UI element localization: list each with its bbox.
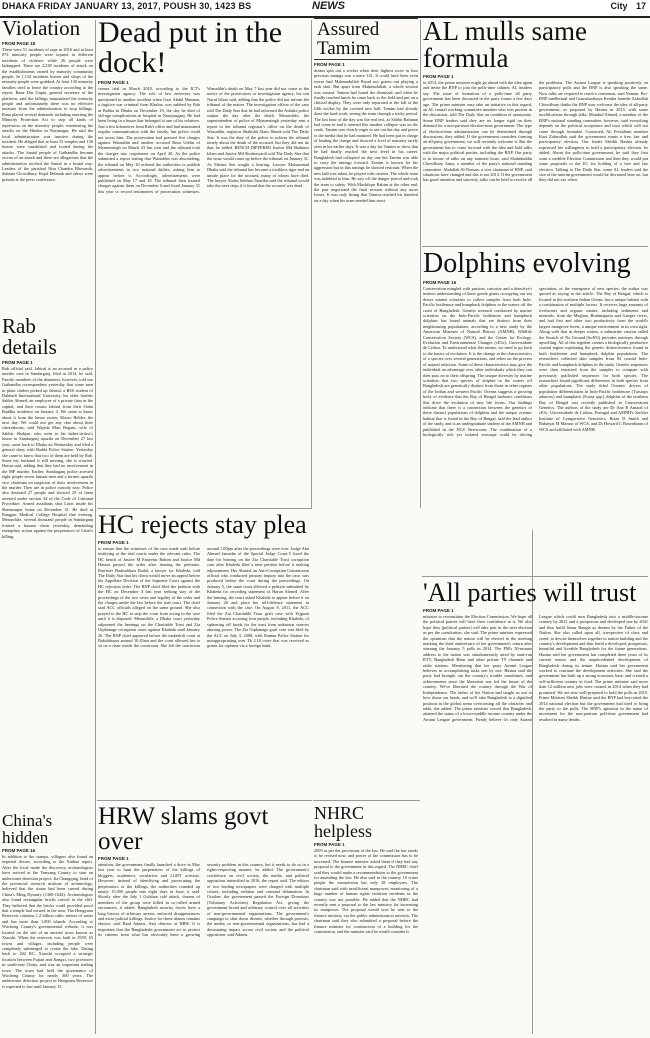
page-header <box>0 0 650 18</box>
section-name: City <box>610 1 628 11</box>
body-hc-rejects: to ensure that the witnesses of the case made oath before testifying at the trial courts under the relevant rules. The HC bench of Justice M Enayetur Rahim and Justice Md Hasnat passed the order after hearing the petitions. Barrister Badruddoza Badal, a lawyer for Khaleda, told The Daily Star that his client would move an appeal before the Appellate Division of the Supreme Court against the HC rejection order. The BNP chief filed the petition with the HC on December 4 last year seeking stay of the proceedings of the two cases and legality of the order and the charges under the law before the trial court. The chief said ACC officials alleged on the same ground. She also prayed to the HC to stop the court from acting in the case until it is disposed. Meanwhile, a Dhaka court yesterday adjourned the hearings on the Charitable Trust and Zia Orphanage corruption cases against Khaleda until January 26. The BNP chief appeared before the makeshift court at Bakshibazar around 10.45am and the court allowed her to sit on a chair inside the courtroom. She left the courtroom around 1.00pm after the proceedings were over. Judge Abu Ahmed Jamadar of the Special Judge Court-5 fixed the date for hearing on the Zia Charitable Trust corruption case after Khaleda filed a time petition before it seeking adjournment. Her Ahmed, an Anti-Corruption Commission official who conducted primary inquiry into the case, was produced before the court during the proceedings. On January 5, the same court allowed a petition submitted by Khaleda for recording statement of Harun Ahmed. After the hearing, the court asked Khaleda to appear before it on January 26 and place her self-defence statement in connection with the case. On August 8, 2011, the ACC filed the Zia Charitable Trust graft case with Tejgaon Police Station accusing four people, including Khaleda, of siphoning off funds for the trust from unknown sources abusing power. The Zia Orphanage graft case was filed by the ACC on July 3, 2008, with Ramna Police Station for misappropriating over Tk 2.10 crore that was received as grants for orphans via a foreign bank. <box>98 546 309 649</box>
byline-violation: FROM PAGE 18 <box>2 41 36 46</box>
section-rule <box>422 576 648 577</box>
body-rab-details: Rab official said. Jahirul is an accused in a police murder case in Sundarganj, filed in 2014, he said. Family members of the detainees, however, told our Gaibandha correspondent yesterday that some men in plain clothes picked up Jahirul, a BSS student of Dubhadi International University, his elder brother Sabbir Ahmed, an employee of a private firm in the capital, and their cousin Jahirul from their Oulai Baddha residence on January 4. We came to know about it from the house owner, Khoso Helder, the next day. We could not get any clue about their whereabouts, said Wajeda Mari Begum, wife of Sabbir. Shahjan, who went to his father-in-law's house in Sundarganj upazila on December 27 last year, came back to Dhaka on Wednesday and filed a general diary with Badda Police Station. Yesterday she came to know that two of them are held by Rab. Since my husband is still missing, she is worried. Harun said, adding that they had no involvement in the MP murder. Earlier, Sundarganj police arrested eight people seven Jamaat men and a former upazila vice chairman on suspicion of their involvement in the murder. They are in police custody now. Police also detained 27 people and showed 25 of them arrested under section 54 of the Code of Criminal Procedure. Armed assailants shot Liton inside his Shamsurpur home on December 31. He died at Rangpur Medical College Hospital that evening. Meanwhile, several thousand people in Sundarganj formed a human chain yesterday, demanding exemplary action against the perpetrators of Liton's killing. <box>2 366 93 539</box>
article-al-mulls <box>423 18 648 244</box>
article-dolphins <box>423 250 648 574</box>
byline-assured-tamim: FROM PAGE 1 <box>314 62 345 67</box>
paper-dateline: DHAKA FRIDAY JANUARY 13, 2017, POUSH 30, 1423 BS <box>2 1 252 11</box>
byline-dead-put-in-dock: FROM PAGE 1 <box>98 80 129 85</box>
article-dead-put-in-dock <box>98 18 309 506</box>
section-rule <box>97 800 312 801</box>
byline-nhrc: FROM PAGE 1 <box>314 842 345 847</box>
article-hc-rejects <box>98 512 309 798</box>
section-rule <box>313 800 420 801</box>
body-dead-put-in-dock: crimes trial in March 2010, according to the ICT's investigation agency. The role of law enforcers was questioned in another incident when Gazi Abdul Mannan, a fugitive war criminal from Khulna, was nabbed by Rab at Balika in Dhaka on December 19, the day he died of old-age complications in hospital in Narayanganj. He had been living in a house that belonged to one of his relatives. Just a few kilometres from Rab's office and had maintained regular communication with the family, but police could not arrest him. The prosecution had pressed five charges against Wazuddin and another accused Reza Uddin of Mymensingh on March 23 last year and the tribunal took the charges into cognisance on April 20. As the police submitted a report stating that Wazuddin was absconding, the tribunal on May 10 ordered the authorities to publish advertisements in two national dailies, asking him to appear before it. Accordingly, advertisements were published on May 17 and 18. The tribunal then framed charges against them on December 6 and fixed January 31 this year to record testimonies of prosecution witnesses. Wazuddin's death on May 7 last year did not come to the notice of the prosecutors or investigation agency, his son Nurul Islam said, adding that the police did not inform the tribunal of the matter. The investigation officer of the case told The Daily Star that he had informed the Ashulia police station the day after the death. Meanwhile, the superintendent of police of Mymensingh yesterday sent a report to the tribunal registrar's office on the death of Wazuddin, registrar Shahidul Alam Jhinuk told The Daily Star. It was the duty of the police to inform the tribunal timely about the death of the accused, but they did not do that, he added. BENCH DIFFERED Justice Md Shahinur Islam and Justice Md Shohrawardi told The Daily Star that the issue would come up before the tribunal on January 31. As Pabitra Sen sought a hearing, Lawyer Mohammad Dhaka said the tribunal has become a toothless tiger and an unsafe place for the accused, many of whom have died. The lawyer Abdus Sobhan Tarafdar said the tribunal would take the next steps if it found that the accused was dead. <box>98 86 309 194</box>
headline-all-parties: 'All parties will trust <box>423 580 637 607</box>
byline-rab-details: FROM PAGE 1 <box>2 360 33 365</box>
section-label: NEWS <box>312 0 345 12</box>
body-assured-tamim: dream spin out a wicket when their highest score in four previous innings was a mere 141. It could have been even worse had Mahmudullah Riyad not gotten out playing a rash shot. But apart from Mahmudullah, a whole session was wasted. Tamim had found the dismissal, and when he finally reached lunch he came back to the field and put on a clinical display. They were only separated at the fall of the fifth wicket by the coveted new ball. Tamim had already done the hard work, seeing the team through a tricky period. The last hour of the day was the real test, as Sabbir Rahman had come in and it seemed like another collapse was on the cards. Tamim was clearly eager to see out the day and prove to the media that he had matured. He had been put in charge of leading the charge and showed a level of maturity rarely seen in his earlier days. It was a day for Tamim to show that he had finally reached the next level in his career. Bangladesh had collapsed on day one but Tamim was able to carry the innings forward. Tamim is known for his aggression but in this innings he showed restraint. When the new ball was taken, he played with caution. The whole team was indebted to him. He saw off the danger period and took the team to safety. With Mushfiqur Rahim at the other end, the pair negotiated the final session without any more losses. It was only fitting that Tamim reached his hundred on a day when his team needed him most. <box>314 68 418 203</box>
byline-al-mulls: FROM PAGE 1 <box>423 74 454 79</box>
section-page <box>610 1 646 11</box>
article-assured-tamim <box>314 18 418 798</box>
section-rule <box>422 246 648 247</box>
headline-hc-rejects: HC rejects stay plea <box>98 512 307 539</box>
body-dolphins: Conservation mingled with passion, curiosity and a detective's instinct understanding of these gentle giants occupying our sea draws marine scientists to collect samples from both Indo-Pacific bottlenose and humpback dolphins in the waters off the coast of Bangladesh. Genetic research conducted by marine scientists on the Indo-Pacific bottlenose and humpback dolphins has found animals that are distinct from their neighbouring populations, according to a new study by the American Museum of Natural History (AMNH), Wildlife Conservation Society (WCS), and the Centre for Ecology, Evolution and Environmental Changes (cE3c), Universidade de Lisboa. To understand what this means, we need to go back to the basics of evolution. It is the change in the characteristics of a species over several generations, and relies on the process of natural selection. Some of these characteristics may give the individual an advantage over other individuals which they can then pass on to their offspring. The unique diversity by marine scientists that two species of dolphin in the waters off Bangladesh are genetically distinct from those in other regions of the Indian and western Pacific Oceans suggests a growing body of evidence that the Bay of Bengal harbours conditions that drive the evolution of new life forms. Our findings indicate that there is a connection between the genetics of these distinct populations of dolphins and the unique oceanic habitat that is found in the Bay of Bengal, said the lead author of the study, and is an undergraduate student of the AMNH and published in the NCS Newsroom. The combination of a biologically rich yet isolated seascape could be driving speciation, or the emergence of new species, the author was quoted as saying in the article. The Bay of Bengal, which is located in the northern Indian Ocean, has a unique habitat with a combination of multiple factors. It receives huge amounts of freshwater and organic matter, including sediments and minerals, from the Meghna, Brahmaputra and Ganges rivers, and had first and other two productivity from the world's largest mangrove forest, a unique environment in its own right. Along with that in deeper waters, a submarine canyon called the Swatch of No Ground (SoNG) provides nutrients through upwelling. All of this together creates a biologically productive coastal region explaining the genetic distinctiveness found in both bottlenose and humpback dolphin populations. The researchers collected skin samples from 82 coastal Indo-Pacific and humpback dolphins in the study. Genetic sequences were then extracted from the samples to compare with previously published sequences for both species. The researchers found significant differences in both species from other populations. The study titled Oceanic drivers of population differentiation in Indo-Pacific bottlenose (Tursiops aduncus) and humpback (Sousa spp.) dolphins of the northern Bay of Bengal was recently published in Conservation Genetics. The authors of the study are Dr Ana R Amaral of cE3c, Universidade de Lisboa, Portugal and AMNH's Sackler Institute of Comparative Genomics, Brian D Smith and Rubaiyat M Mansur of WCS, and Dr Howard C Rosenbaum of WCS and affiliated with AMNH. <box>423 286 648 437</box>
byline-dolphins: FROM PAGE 16 <box>423 280 457 285</box>
column-rule <box>311 20 312 508</box>
headline-hrw: HRW slams govt over <box>98 804 269 855</box>
byline-hc-rejects: FROM PAGE 1 <box>98 540 129 545</box>
column-rule <box>420 20 421 508</box>
body-al-mulls: in 2013, the prime minister might go ahead with the idea again and invite the BNP to join the polls-time cabinet, AL insiders say. The issue of formation of a polls-time all party government has been discussed in the party forum a few days ago. The prime minister may take an initiative in this regard, an AL central working committee member who was present in the discussion, told The Daily Star on condition of anonymity. Some BNP leaders said they are no longer rigid on their demand for a non-partisan election-time government. The type of election-time administration can be determined through discussions, they added. If the government considers forming an all-party government, we will certainly welcome it. But the government has to come forward with the idea and hold talks with the major political parties, including the BNP. Our party is in favour of talks on any national issue, said Shahiduddin Chowdhury Anny, a member of the party's national standing committee. Abdullah Al-Noman, a vice chairman of BNP, said situations have changed and this is not 2013. If the government has good intention and sincerity, talks can be held to resolve all the problems. The Awami League is speaking positively on participatory polls and the BNP is also speaking the same. Now talks are required to reach a consensus, said Noman. Pro-BNP intellectual and Gonoshasthaya Kendra founder Zafrullah Chowdhury thinks the BNP may welcome the idea of all-party government, as proposed by Hasina in 2013, with some modifications through talks. Moudud Ahmed, a member of the BNP's national standing committee, however, said everything depends on the political acceptance and trust which will not come through formulae. Contacted, AL Presidium member Kazi Zafarullah said the government wants a free, fair and participatory election. Our leader Sheikh Hasina already expressed her willingness to hold a participatory election, he added. About the polls-time government, he said they first want a credible Election Commission and then they would put some proposals to the EC for holding of a free and fair election. Talking to The Daily Star, some AL leaders said the size of the interim government would be discussed later on, but they did not say when. <box>423 80 648 183</box>
headline-assured-tamim: Assured Tamim <box>314 18 418 60</box>
column-rule <box>95 20 96 1034</box>
headline-rab-details: Rab details <box>2 316 57 359</box>
body-hrw: attention, the government finally launched a drive in May last year to hunt the perpetrators of the killings of bloggers, academics, secularists and LGBT activists. However, instead of identifying and prosecuting the perpetrators of the killings, the authorities rounded up nearly 15,000 people into eight days in June, it said. Shortly after the July 1 Gulshan café attack, dozens of members of the group were killed in so-called armed encounters, it added. Bangladesh security forces have a long history of arbitrary arrests, enforced disappearances and extra-judicial killings. Justice for those abuses remains elusive, said Brad Adams, Asia director at HRW. It is important that the Bangladeshi government act to protect its citizens from what has obviously been a growing security problem in this country, but it needs to do so in a rights-respecting manner, he added. The government's crackdown on civil society, the media, and political opposition intensified in 2016, the report said. The editors of two leading newspapers were charged with multiple crimes, including sedition and criminal defamation. In October, the government passed the Foreign Donations (Voluntary Activities) Regulation Act, giving the government broad and arbitrary control over all activities of non-governmental organisations. The government's campaign to shut down dissent, whether through protests, the media, or non-governmental organisations, has had a devastating impact across civil society and the political opposition, said Adams. <box>98 862 309 938</box>
article-nhrc <box>314 804 418 1036</box>
headline-china: China's hidden <box>2 812 53 847</box>
article-all-parties <box>423 580 648 1036</box>
body-violation: There were 51 incidents of rape in 2016 and at least 873 minority people were injured in different incidents of violence while 26 people were kidnapped. There are 2,238 incidents of attack on the establishments owned by minority community people. In 1,134 incidents homes and shops of the minority people were grabbed. At least 136 minority families tried to leave the country according to the report. Rana Das Gupta, general secretary of the platform, said the killings traumatised the minority people and unfortunately there was no effective measure from the administration to stop killings. Rana placed several demands including enacting the Minority Protection Act to stop all kinds of repression on the minority people, mentioning the attacks on the Hindus in Nasirnagar. He said the local administration was inactive during the incident. He alleged that at least 15 temples and 150 homes were vandalised and looted during the attacks. The Santal people of Gaibandha became victim of an attack and there are allegations that the administration torched the Santal in a brutal way. Leaders of the parishad Nim Chandra Bhowmik, Subrata Chowdhury, Kajal Debnath and others were present at the press conference. <box>2 47 93 182</box>
page-number: 17 <box>635 1 646 11</box>
section-rule <box>97 508 312 509</box>
byline-all-parties: FROM PAGE 1 <box>423 608 454 613</box>
article-china <box>2 812 93 1036</box>
headline-nhrc: NHRC helpless <box>314 804 372 841</box>
headline-dead-put-in-dock: Dead put in the dock! <box>98 18 283 79</box>
headline-violation: Violation <box>2 18 81 40</box>
byline-china: FROM PAGE 16 <box>2 848 36 853</box>
article-hrw <box>98 804 309 1036</box>
article-rab-details <box>2 316 93 806</box>
headline-dolphins: Dolphins evolving <box>423 250 631 279</box>
body-all-parties: minister to reconstitute the Election Commission. We hope all the political parties will have their confidence in it. We also hope they [political parties] will take part in the next election as per the constitution, she said. The prime minister expressed the optimism that the nation will be elected in the meeting marking the third anniversary of her government's return after winning the January 5 polls in 2014. The PM's 30-minute address to the nation was simultaneously aired by state-run BTV, Bangladesh Betar and other private TV channels and radio stations. Mentioning that her party Awami League believes in accomplishing tasks one by one, Hasina said the party had brought out the country's trouble sometimes, and achievements since the liberation war led the future of the country. We've liberated the country through the War of Independence. The father of the Nation had taught us not to bow down our heads, and we'll take Bangladesh to a dignified position in the global arena overcoming all the obstacles and odds, she added. The prime minister vowed that Bangladesh, attained the status of a lower-middle income country under the Awami League government. Firmly believe it's only Awami League which could turn Bangladesh into a middle-income country by 2021 and a prosperous and developed one by 2041 and thus build Sonar Bangla as dreamt by the Father of the Nation. She also called upon all, irrespective of class and creed, to devote themselves together to nation building and the country's development and thus build a developed, prosperous, beautiful and liveable Bangladesh for the future generations. Hasina said her government has completed three years of its current tenure and the unprecedented development of Bangladesh during its tenure. Hasina said her government worked to continue the development activities. She said the government has built up a strong economic base, and created a self-sufficient country in food. The prime minister said more than 12 million new jobs were created in 2014 when they had promised. We are now well-prepared to hold the polls in 2019. Prime Minister Sheikh Hasina said the BNP had boycotted the 2014 national election but the government had tried to bring the party to the polls. The BNP's agitation in the name of movement for the non-partisan poll-time government had resulted in many deaths. <box>423 614 648 722</box>
body-china: In addition to the stamps, villagers also found an imperial decree, according to the Xinhua report. After the local made the discovery, archaeologists have arrived at the Yunyang County to start an underwater detection project. Jia Changqing, head of the provincial research institute of archaeology, believed that the statue had been carved during China's Ming Dynasty (1368-1644). Archaeologists also found rectangular bricks carved in the cliff. They believed that the bricks could provided proof that a temple had existed in the area. The Hongyuan Reservoir contains 1.2 billion cubic meters of water and has more than 1,000 islands. According to Wucheng County's governmental website, it was located on the site of an ancient town known as Xiaoshi. When the reservoir was built in 1959, 63 towns and villages, including people were completely submerged to create the lake. Dating back to 202 BC, Xiaoshi occupied a strategic location between Fujian and Jiangxi, two provinces in south-east China, and was an important trading town. The town had held the governance of Wucheng County for nearly 300 years. The underwater detection project in Hongmen Reservoir is expected to last until January 15. <box>2 854 93 989</box>
byline-hrw: FROM PAGE 1 <box>98 856 129 861</box>
body-nhrc: 2009 as per the provisions of the law. He said the law needs to be revised now, and power of the commission has to be increased. The finance minister asked them if they had any proposal to the government in this regard. The NHRC chief said they would make a recommendation to the government for amending the law. He also said in the country 10 crime people the commission has only 28 employees. The chairman said with insufficient manpower, monitoring of a huge number of human rights violation incidents in the country was not possible. He added that the NHRC had recently sent a proposal to the law ministry for increasing its manpower. The proposal would now be sent to the finance ministry via the public administration ministry. The chairman said they also submitted a proposal before the finance minister for construction of a building for the commission, and the minister said he would consider it. <box>314 848 418 935</box>
article-violation <box>2 18 93 312</box>
headline-al-mulls: AL mulls same formula <box>423 18 587 73</box>
